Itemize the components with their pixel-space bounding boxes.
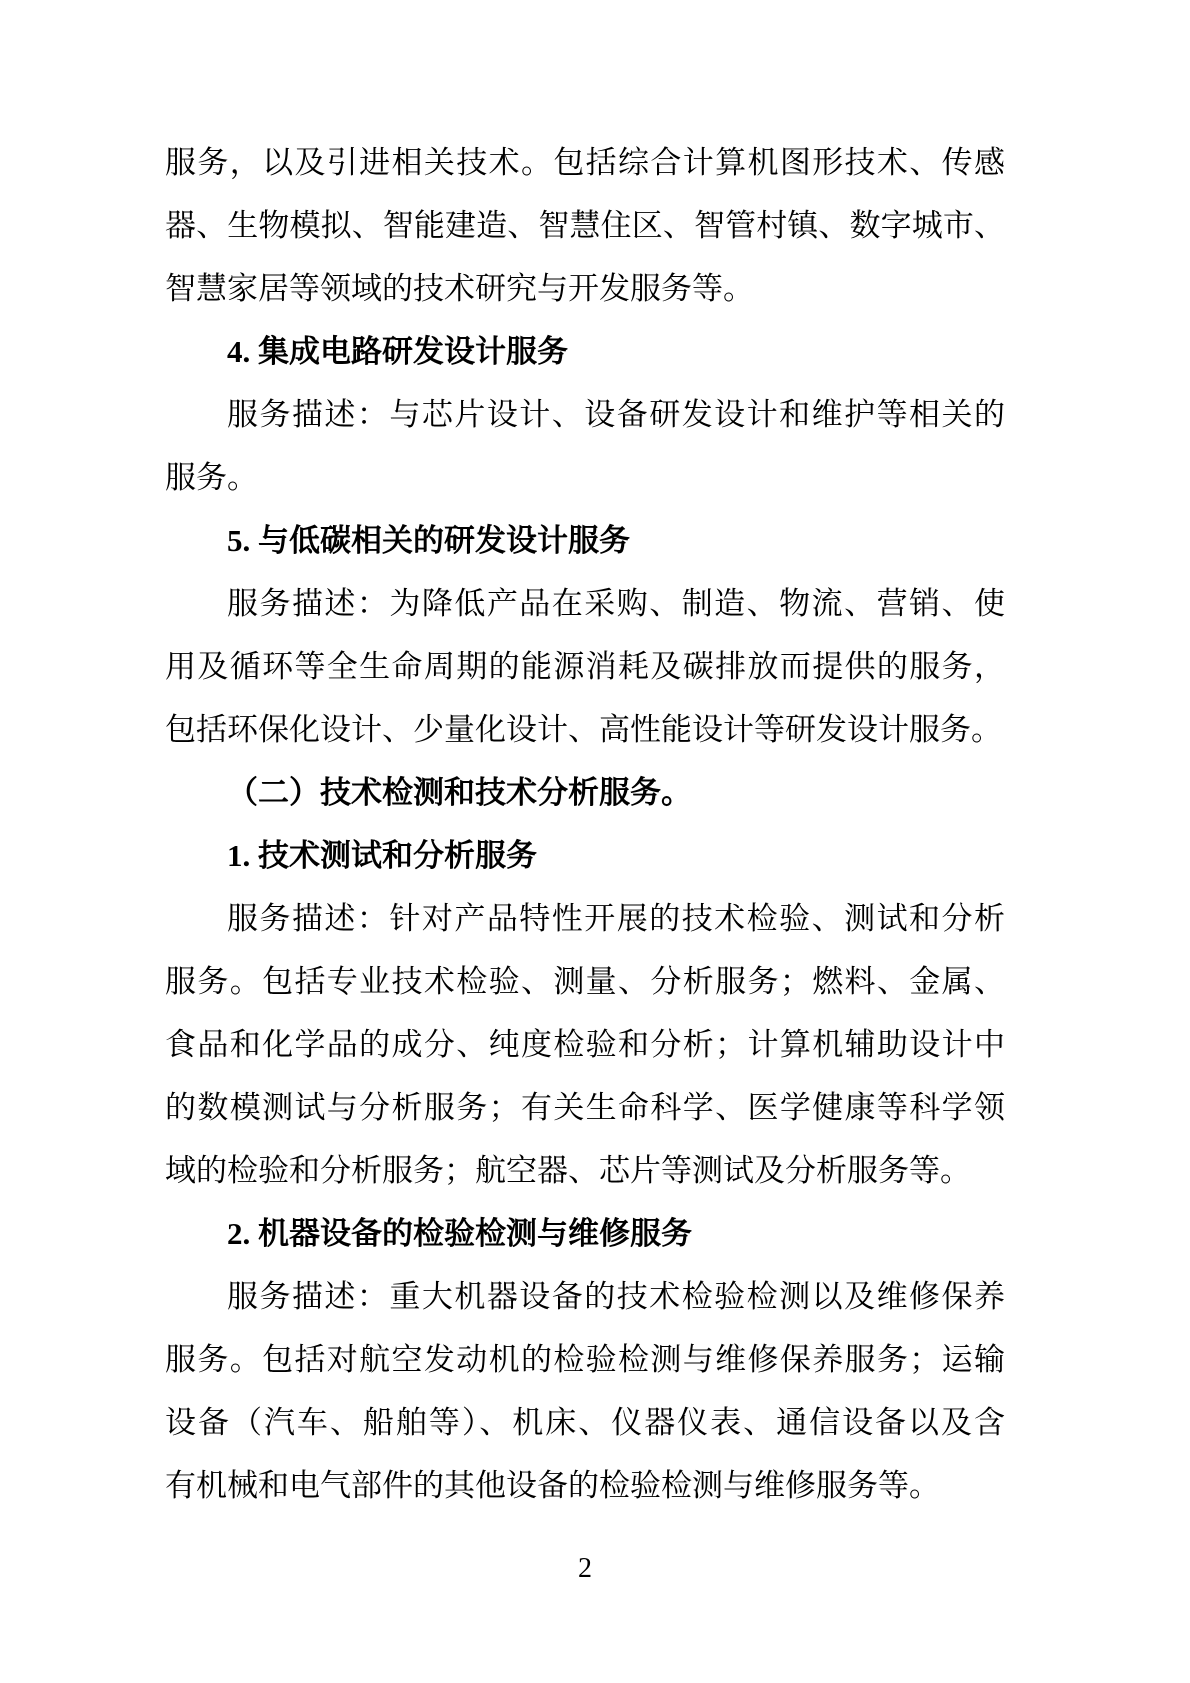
text-line: 食品和化学品的成分、纯度检验和分析；计算机辅助设计中 xyxy=(165,1027,1005,1062)
text-line: 域的检验和分析服务；航空器、芯片等测试及分析服务等。 xyxy=(165,1153,971,1188)
text-line: 有机械和电气部件的其他设备的检验检测与维修服务等。 xyxy=(165,1468,940,1503)
page-number: 2 xyxy=(578,1553,592,1584)
section-heading: 2. 机器设备的检验检测与维修服务 xyxy=(227,1216,692,1251)
text-line: 服务描述：与芯片设计、设备研发设计和维护等相关的 xyxy=(227,397,1005,432)
text-line: 服务描述：针对产品特性开展的技术检验、测试和分析 xyxy=(227,901,1005,936)
section-heading: 4. 集成电路研发设计服务 xyxy=(227,334,568,369)
text-line: 智慧家居等领域的技术研究与开发服务等。 xyxy=(165,271,754,306)
section-heading: （二）技术检测和技术分析服务。 xyxy=(227,775,692,810)
section-heading: 5. 与低碳相关的研发设计服务 xyxy=(227,523,630,558)
text-line: 服务描述：为降低产品在采购、制造、物流、营销、使 xyxy=(227,586,1005,621)
document-content xyxy=(165,131,1005,1517)
text-line: 服务。包括对航空发动机的检验检测与维修保养服务；运输 xyxy=(165,1342,1005,1377)
text-line: 器、生物模拟、智能建造、智慧住区、智管村镇、数字城市、 xyxy=(165,208,1005,243)
text-line: 服务。 xyxy=(165,460,258,495)
text-line: 服务，以及引进相关技术。包括综合计算机图形技术、传感 xyxy=(165,145,1005,180)
text-line: 设备（汽车、船舶等）、机床、仪器仪表、通信设备以及含 xyxy=(165,1405,1005,1440)
text-line: 用及循环等全生命周期的能源消耗及碳排放而提供的服务， xyxy=(165,649,1005,684)
text-line: 服务。包括专业技术检验、测量、分析服务；燃料、金属、 xyxy=(165,964,1005,999)
text-line: 包括环保化设计、少量化设计、高性能设计等研发设计服务。 xyxy=(165,712,1002,747)
section-heading: 1. 技术测试和分析服务 xyxy=(227,838,537,873)
text-line: 的数模测试与分析服务；有关生命科学、医学健康等科学领 xyxy=(165,1090,1005,1125)
text-line: 服务描述：重大机器设备的技术检验检测以及维修保养 xyxy=(227,1279,1005,1314)
